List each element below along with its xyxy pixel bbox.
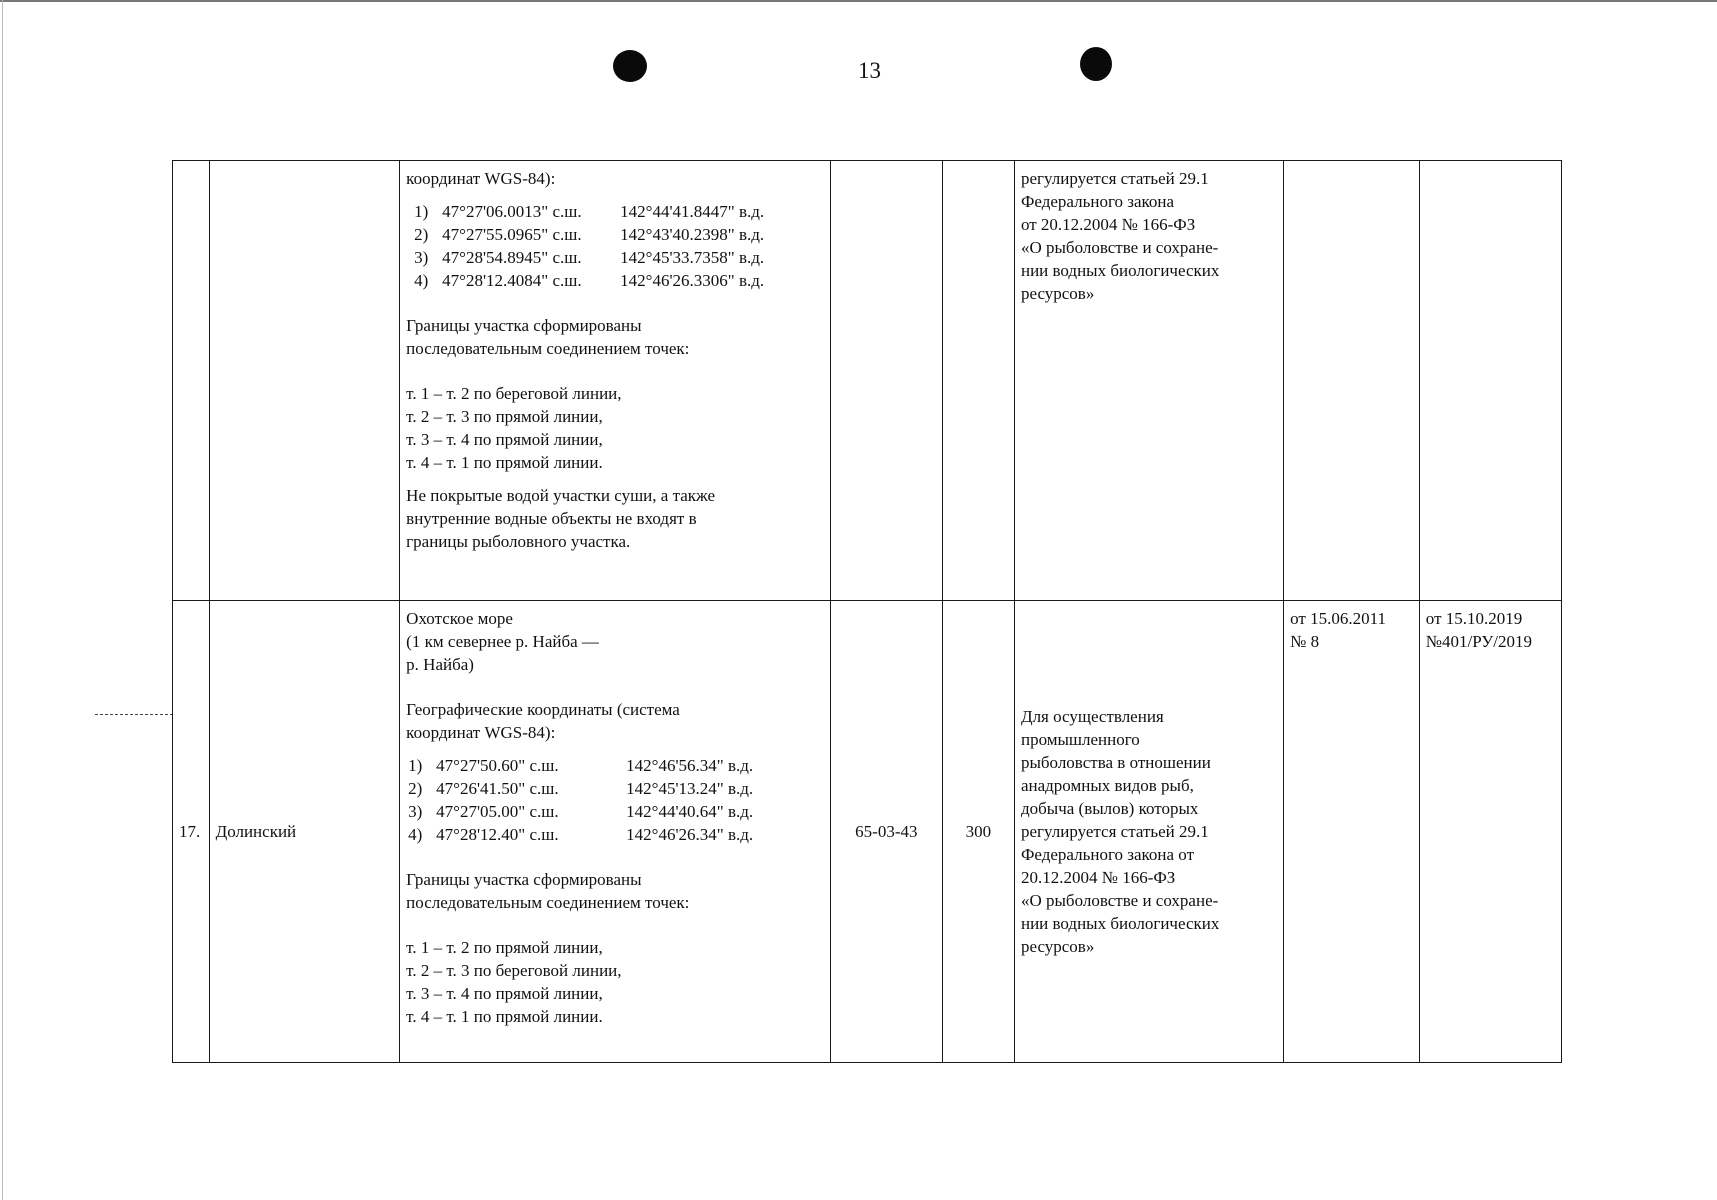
footnote: Не покрытые водой участки суши, а также [406, 486, 716, 505]
boundary-segment: т. 3 – т. 4 по прямой линии, [406, 430, 603, 449]
coord-point: 3) 47°27'05.00" с.ш. 142°44'40.64" в.д. [408, 802, 754, 821]
cell-description [400, 601, 831, 1063]
fishing-sites-table [172, 160, 1562, 1063]
scan-top-edge [0, 0, 1717, 2]
hole-punch-mark-right [1080, 47, 1112, 81]
cell-code: 65-03-43 [830, 601, 942, 1063]
boundary-segment: т. 1 – т. 2 по прямой линии, [406, 938, 603, 957]
cell-note: Для осуществления промышленного рыболовства в отношении анадромных видов рыб, добыча (вылов) которых регулируется статьей 29.1 Федерального закона от 20.12.2004 № 166-ФЗ «О рыболовстве и сохране- нии водных биологических ресурсов» [1014, 601, 1283, 1063]
boundary-segment: т. 4 – т. 1 по прямой линии. [406, 1007, 603, 1026]
cell-code [830, 161, 942, 601]
boundary-segment: т. 2 – т. 3 по прямой линии, [406, 407, 603, 426]
cell-area: 300 [942, 601, 1014, 1063]
cell-site-name [209, 161, 400, 601]
cell-site-name: Долинский [209, 601, 400, 1063]
boundary-intro: Границы участка сформированы [406, 870, 642, 889]
location: р. Найба) [406, 655, 474, 674]
location: (1 км севернее р. Найба — [406, 632, 599, 651]
boundary-segment: т. 3 – т. 4 по прямой линии, [406, 984, 603, 1003]
coord-point: 2) 47°26'41.50" с.ш. 142°45'13.24" в.д. [408, 779, 754, 798]
coord-point: 4) 47°28'12.4084" с.ш. 142°46'26.3306" в.д. [414, 271, 765, 290]
boundary-intro: последовательным соединением точек: [406, 893, 690, 912]
boundary-intro: последовательным соединением точек: [406, 339, 690, 358]
coord-intro: координат WGS-84): [406, 169, 556, 188]
cell-note: регулируется статьей 29.1 Федерального закона от 20.12.2004 № 166-ФЗ «О рыболовстве и сохране- нии водных биологических ресурсов» [1014, 161, 1283, 601]
boundary-segment: т. 1 – т. 2 по береговой линии, [406, 384, 622, 403]
boundary-intro: Границы участка сформированы [406, 316, 642, 335]
coord-point: 1) 47°27'50.60" с.ш. 142°46'56.34" в.д. [408, 756, 754, 775]
cell-agreement-date: от 15.10.2019 №401/РУ/2019 [1419, 601, 1561, 1063]
table-row [173, 601, 1562, 1063]
hole-punch-mark-left [613, 50, 647, 82]
footnote: границы рыболовного участка. [406, 532, 631, 551]
boundary-segment: т. 4 – т. 1 по прямой линии. [406, 453, 603, 472]
table-row [173, 161, 1562, 601]
cell-decision-date [1284, 161, 1420, 601]
location: Охотское море [406, 609, 513, 628]
cell-agreement-date [1419, 161, 1561, 601]
cell-number: 17. [173, 601, 210, 1063]
cell-number [173, 161, 210, 601]
cell-decision-date: от 15.06.2011 № 8 [1284, 601, 1420, 1063]
coord-point: 2) 47°27'55.0965" с.ш. 142°43'40.2398" в.д. [414, 225, 765, 244]
footnote: внутренние водные объекты не входят в [406, 509, 697, 528]
margin-dash-mark [95, 714, 173, 715]
coord-intro: координат WGS-84): [406, 723, 556, 742]
cell-description [400, 161, 831, 601]
coord-point: 1) 47°27'06.0013" с.ш. 142°44'41.8447" в.д. [414, 202, 765, 221]
page-number: 13 [858, 58, 881, 83]
scan-left-edge [2, 0, 3, 1200]
boundary-segment: т. 2 – т. 3 по береговой линии, [406, 961, 622, 980]
coord-point: 4) 47°28'12.40" с.ш. 142°46'26.34" в.д. [408, 825, 754, 844]
cell-area [942, 161, 1014, 601]
coord-intro: Географические координаты (система [406, 700, 680, 719]
coord-point: 3) 47°28'54.8945" с.ш. 142°45'33.7358" в.д. [414, 248, 765, 267]
